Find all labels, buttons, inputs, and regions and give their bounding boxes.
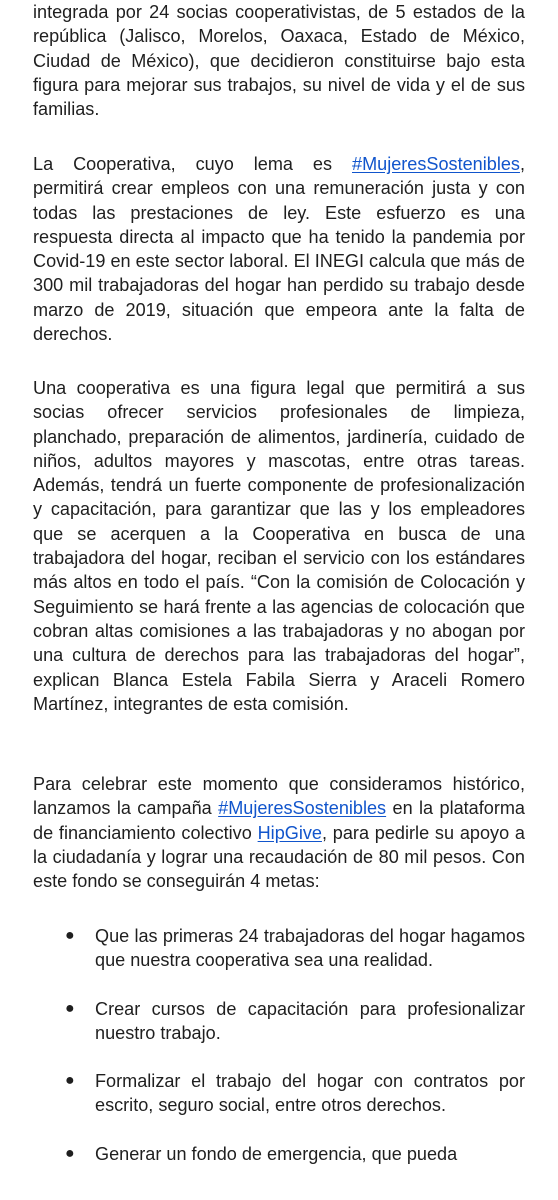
paragraph-cooperative-definition: Una cooperativa es una figura legal que permitirá a sus socias ofrecer servicios profesionales de limpieza, planchado, preparación de alimentos, jardinería, cuidado de niños, adultos mayores y mascotas, entre otras tareas. Además, tendrá un fuerte componente de profesionalización y capacitación, para garantizar que las y los empleadores que se acerquen a la Cooperativa en busca de una trabajadora del hogar, reciban el servicio con los estándares más altos en todo el país. “Con la comisión de Colocación y Seguimiento se hará frente a las agencias de colocación que cobran altas comisiones a las trabajadoras y no abogan por una cultura de derechos para las trabajadoras del hogar”, explican Blanca Estela Fabila Sierra y Araceli Romero Martínez, integrantes de esta comisión. [33,378,525,714]
list-item [33,924,525,973]
list-item-text: Formalizar el trabajo del hogar con contratos por escrito, seguro social, entre otros derechos. [95,1071,525,1116]
list-item-text: Crear cursos de capacitación para profesionalizar nuestro trabajo. [95,998,525,1043]
hashtag-link-campaign[interactable]: #MujeresSostenibles [218,798,387,819]
paragraph-campaign [33,772,525,893]
campaign-text-c: , para pedirle su apoyo a la ciudadanía y lograr una recaudación de 80 mil pesos. Con este fondo se conseguirán 4 metas: [33,822,525,892]
list-item [33,997,525,1046]
bullet-icon: ● [65,927,75,944]
list-item [33,1142,525,1166]
bullet-icon: ● [65,1072,75,1090]
paragraph-cooperative-motto [33,152,525,346]
hipgive-link[interactable]: HipGive [257,822,322,843]
goals-list [33,924,525,1190]
hashtag-link-mujeres-sostenibles[interactable]: #MujeresSostenibles [352,154,520,174]
bullet-icon: ● [65,1144,75,1162]
motto-text-end: , permitirá crear empleos con una remuneración justa y con todas las prestaciones de ley. Este esfuerzo es una respuesta directa al impacto que ha tenido la pandemia por Covid-19 en este sector laboral. El INEGI calcula que más de 300 mil trabajadoras del hogar han perdido su trabajo desde marzo de 2019, situación que empeora ante la falta de derechos. [33,154,525,345]
campaign-text-a: Para celebrar este momento que consideramos histórico, lanzamos la campaña [33,774,525,819]
paragraph-cooperative-members: integrada por 24 socias cooperativistas, de 5 estados de la república (Jalisco, Morelos, Oaxaca, Estado de México, Ciudad de México), que decidieron constituirse bajo esta figura para mejorar sus trabajos, su nivel de vida y el de sus familias. [33,2,525,120]
motto-text-start: La Cooperativa, cuyo lema es [33,154,352,174]
list-item [33,1069,525,1118]
bullet-icon: ● [65,999,75,1017]
campaign-text-b: en la plataforma de financiamiento colectivo [33,798,525,843]
list-item-text: Generar un fondo de emergencia, que pueda [95,1143,458,1164]
list-item-text: Que las primeras 24 trabajadoras del hogar hagamos que nuestra cooperativa sea una realidad. [95,926,525,971]
